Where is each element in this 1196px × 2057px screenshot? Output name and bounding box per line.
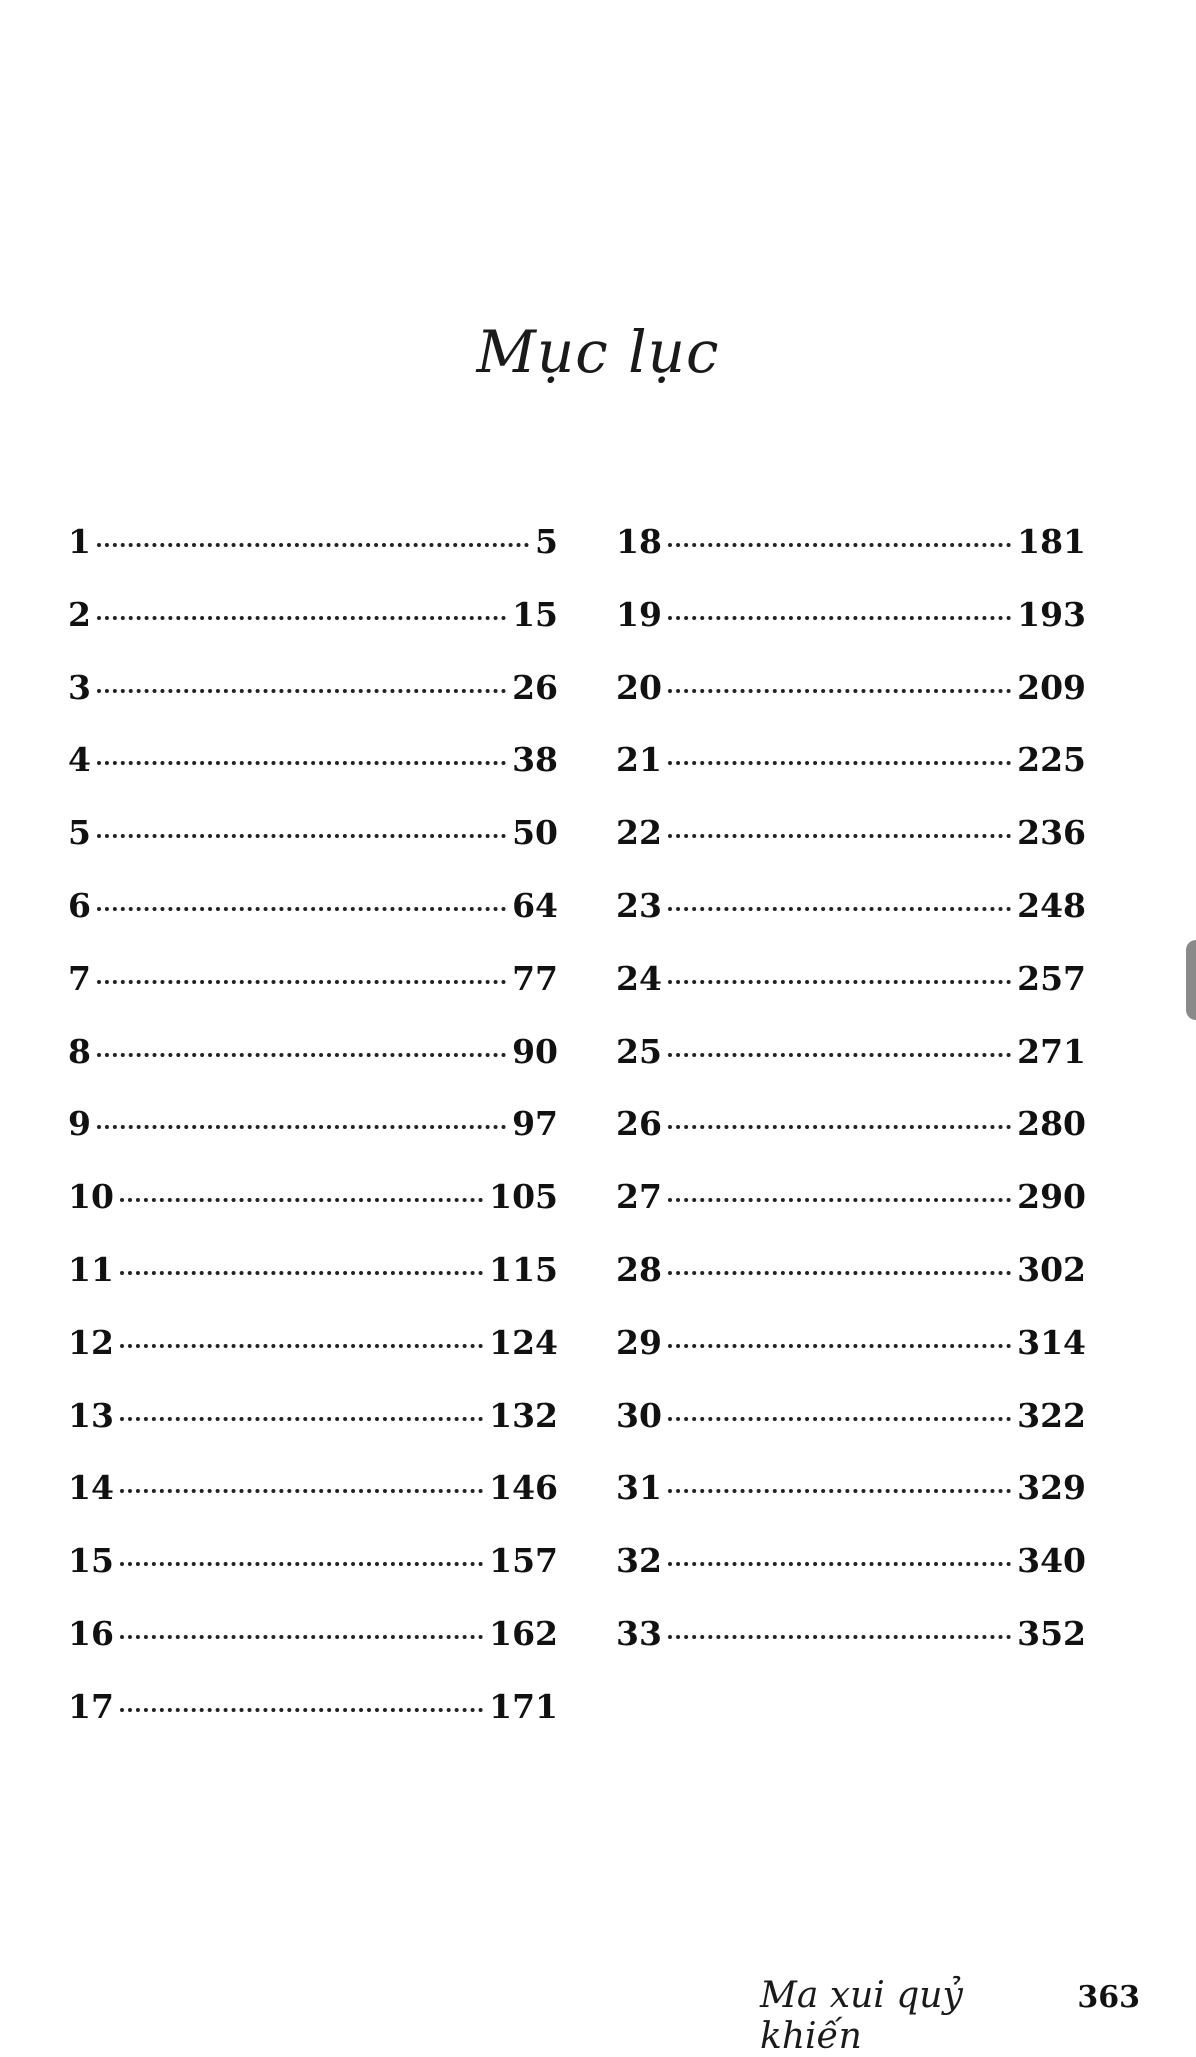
toc-page-number: 209 [1017, 667, 1086, 707]
toc-entry [616, 520, 1086, 593]
toc-chapter-number: 3 [68, 667, 91, 707]
toc-page-number: 225 [1017, 740, 1086, 780]
toc-page-number: 124 [489, 1322, 558, 1362]
toc-page-number: 15 [512, 594, 558, 634]
toc-page-number: 90 [512, 1031, 558, 1071]
toc-entry [68, 1394, 558, 1467]
toc-dot-leader [120, 1271, 483, 1275]
toc-dot-leader [668, 1417, 1011, 1421]
toc-chapter-number: 24 [616, 958, 662, 998]
toc-entry [616, 666, 1086, 739]
toc-page-number: 97 [512, 1104, 558, 1144]
toc-entry [68, 1102, 558, 1175]
toc-dot-leader [97, 543, 529, 547]
toc-dot-leader [668, 1344, 1011, 1348]
toc-page-number: 329 [1017, 1468, 1086, 1508]
toc-entry [616, 1612, 1086, 1685]
toc-dot-leader [97, 689, 506, 693]
toc-entry [616, 957, 1086, 1030]
page-title: Mục lục [476, 318, 720, 386]
toc-page-number: 132 [489, 1395, 558, 1435]
toc-page-number: 352 [1017, 1613, 1086, 1653]
toc-chapter-number: 4 [68, 740, 91, 780]
toc-entry [68, 738, 558, 811]
toc-chapter-number: 12 [68, 1322, 114, 1362]
toc-entry [616, 738, 1086, 811]
toc-right-column [616, 520, 1086, 1685]
footer-book-title: Ma xui quỷ khiến [760, 1975, 963, 2057]
toc-page-number: 146 [489, 1468, 558, 1508]
toc-chapter-number: 10 [68, 1177, 114, 1217]
toc-chapter-number: 2 [68, 594, 91, 634]
toc-dot-leader [668, 616, 1011, 620]
toc-entry [68, 1466, 558, 1539]
toc-entry [68, 1030, 558, 1103]
toc-chapter-number: 5 [68, 813, 91, 853]
toc-chapter-number: 26 [616, 1104, 662, 1144]
toc-page-number: 38 [512, 740, 558, 780]
toc-entry [68, 1612, 558, 1685]
toc-chapter-number: 16 [68, 1613, 114, 1653]
toc-chapter-number: 17 [68, 1686, 114, 1726]
toc-entry [68, 666, 558, 739]
toc-page-number: 162 [489, 1613, 558, 1653]
toc-chapter-number: 7 [68, 958, 91, 998]
toc-chapter-number: 22 [616, 813, 662, 853]
toc-chapter-number: 20 [616, 667, 662, 707]
toc-dot-leader [668, 1562, 1011, 1566]
toc-page-number: 302 [1017, 1249, 1086, 1289]
toc-page-number: 64 [512, 885, 558, 925]
toc-page-number: 257 [1017, 958, 1086, 998]
toc-page-number: 26 [512, 667, 558, 707]
toc-dot-leader [97, 1125, 506, 1129]
toc-chapter-number: 14 [68, 1468, 114, 1508]
toc-page-number: 236 [1017, 813, 1086, 853]
toc-dot-leader [668, 1125, 1011, 1129]
toc-chapter-number: 21 [616, 740, 662, 780]
toc-entry [616, 811, 1086, 884]
toc-dot-leader [120, 1562, 483, 1566]
toc-page-number: 105 [489, 1177, 558, 1217]
toc-page-number: 193 [1017, 594, 1086, 634]
toc-chapter-number: 30 [616, 1395, 662, 1435]
toc-chapter-number: 23 [616, 885, 662, 925]
toc-chapter-number: 1 [68, 522, 91, 561]
toc-page-number: 322 [1017, 1395, 1086, 1435]
toc-chapter-number: 9 [68, 1104, 91, 1144]
toc-dot-leader [97, 1053, 506, 1057]
toc-page-number: 181 [1017, 522, 1086, 561]
toc-entry [68, 593, 558, 666]
toc-entry [68, 1248, 558, 1321]
toc-chapter-number: 15 [68, 1541, 114, 1581]
page-footer [760, 1975, 1140, 2057]
toc-page-number: 340 [1017, 1541, 1086, 1581]
toc-page-number: 314 [1017, 1322, 1086, 1362]
toc-page-number: 290 [1017, 1177, 1086, 1217]
toc-page-number: 77 [512, 958, 558, 998]
toc-page-number: 271 [1017, 1031, 1086, 1071]
toc-entry [616, 1102, 1086, 1175]
toc-dot-leader [668, 1271, 1011, 1275]
toc-page-number: 248 [1017, 885, 1086, 925]
toc-entry [616, 1466, 1086, 1539]
toc-entry [616, 1248, 1086, 1321]
toc-dot-leader [120, 1198, 483, 1202]
toc-dot-leader [668, 689, 1011, 693]
toc-chapter-number: 8 [68, 1031, 91, 1071]
toc-chapter-number: 32 [616, 1541, 662, 1581]
toc-dot-leader [120, 1489, 483, 1493]
toc-chapter-number: 31 [616, 1468, 662, 1508]
toc-dot-leader [668, 907, 1011, 911]
toc-entry [616, 1175, 1086, 1248]
toc-dot-leader [668, 834, 1011, 838]
toc-chapter-number: 29 [616, 1322, 662, 1362]
toc-entry [616, 884, 1086, 957]
toc-dot-leader [97, 761, 506, 765]
toc-chapter-number: 25 [616, 1031, 662, 1071]
toc-dot-leader [120, 1708, 483, 1712]
toc-dot-leader [97, 834, 506, 838]
toc-dot-leader [668, 1635, 1011, 1639]
toc-dot-leader [668, 1053, 1011, 1057]
toc-chapter-number: 11 [68, 1249, 114, 1289]
toc-entry [68, 1539, 558, 1612]
toc-chapter-number: 27 [616, 1177, 662, 1217]
toc-entry [616, 593, 1086, 666]
toc-dot-leader [668, 1198, 1011, 1202]
toc-dot-leader [120, 1417, 483, 1421]
toc-entry [68, 1321, 558, 1394]
toc-dot-leader [668, 543, 1011, 547]
toc-dot-leader [97, 616, 506, 620]
toc-chapter-number: 33 [616, 1613, 662, 1653]
toc-dot-leader [668, 980, 1011, 984]
toc-entry [68, 957, 558, 1030]
toc-dot-leader [120, 1635, 483, 1639]
toc-dot-leader [97, 907, 506, 911]
toc-entry [616, 1394, 1086, 1467]
toc-entry [616, 1030, 1086, 1103]
toc-entry [616, 1321, 1086, 1394]
toc-entry [68, 811, 558, 884]
toc-page-number: 280 [1017, 1104, 1086, 1144]
toc-dot-leader [668, 1489, 1011, 1493]
toc-dot-leader [120, 1344, 483, 1348]
toc-dot-leader [97, 980, 506, 984]
toc-page-number: 171 [489, 1686, 558, 1726]
toc-page-number: 157 [489, 1541, 558, 1581]
footer-page-number: 363 [1077, 1980, 1140, 2015]
toc-entry [68, 1175, 558, 1248]
toc-chapter-number: 28 [616, 1249, 662, 1289]
toc-entry [68, 884, 558, 957]
toc-page-number: 5 [535, 522, 558, 561]
toc-page-number: 115 [489, 1249, 558, 1289]
toc-page-number: 50 [512, 813, 558, 853]
toc-chapter-number: 13 [68, 1395, 114, 1435]
toc-entry [616, 1539, 1086, 1612]
toc-chapter-number: 19 [616, 594, 662, 634]
toc-dot-leader [668, 761, 1011, 765]
toc-left-column [68, 520, 558, 1758]
toc-chapter-number: 6 [68, 885, 91, 925]
toc-entry [68, 520, 558, 593]
toc-chapter-number: 18 [616, 522, 662, 561]
toc-entry [68, 1685, 558, 1758]
page-edge-mark [1186, 940, 1196, 1020]
